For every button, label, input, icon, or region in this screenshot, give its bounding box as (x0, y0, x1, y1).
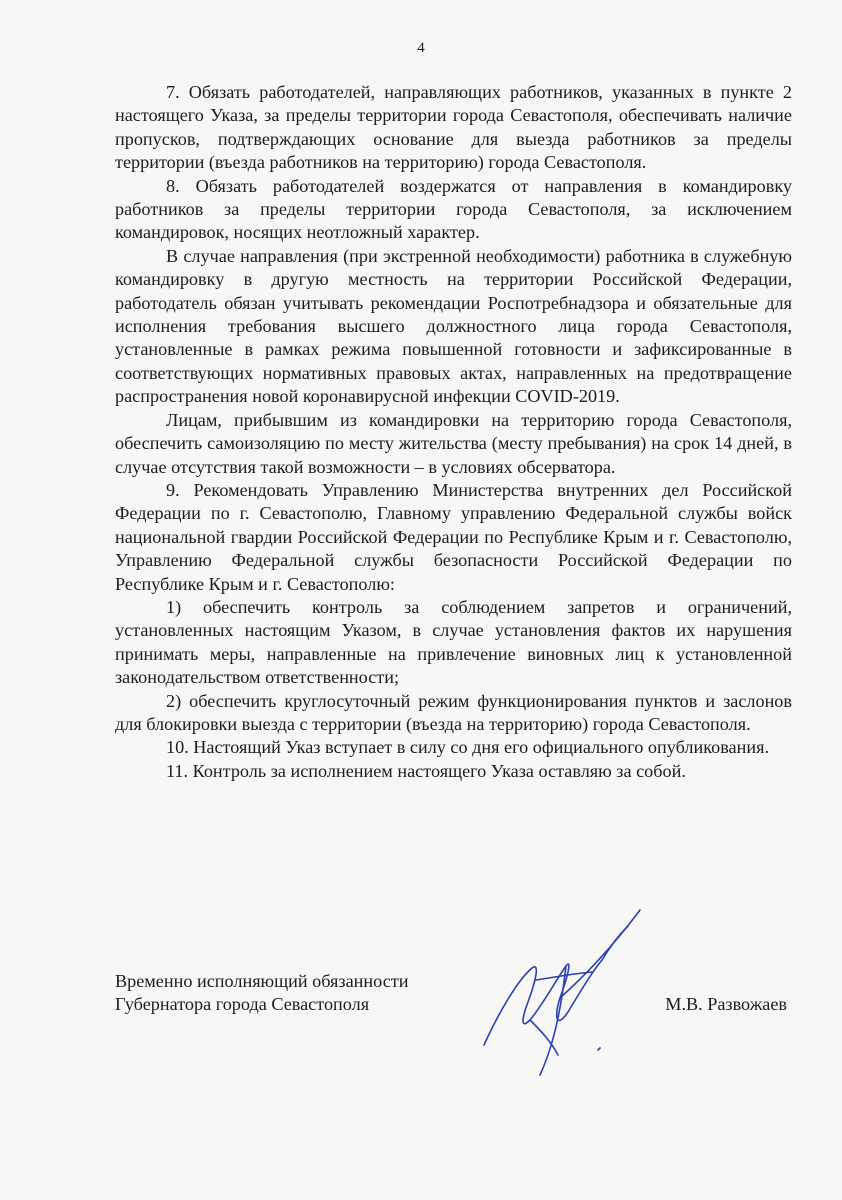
paragraph-business-trip: В случае направления (при экстренной необходимости) работника в служебную командировку в другую местность на территории Российской Федерации, работодатель обязан учитывать рекомендации Роспотребнадзора и обязательные для исполнения требования высшего должностного лица города Севастополя, установленные в рамках режима повышенной готовности и зафиксированные в соответствующих нормативных правовых актах, направленных на предотвращение распространения новой коронавирусной инфекции COVID-2019. (115, 245, 792, 407)
signatory-position-line1: Временно исполняющий обязанности (115, 971, 409, 991)
paragraph-item-8: 8. Обязать работодателей воздержатся от направления в командировку работников за пределы территории города Севастополя, за исключением командировок, носящих неотложный характер. (115, 175, 792, 243)
signatory-position-line2: Губернатора города Севастополя (115, 994, 370, 1015)
paragraph-item-10: 10. Настоящий Указ вступает в силу со дня его официального опубликования. (166, 737, 770, 758)
paragraph-self-isolation: Лицам, прибывшим из командировки на территорию города Севастополя, обеспечить самоизоляцию по месту жительства (месту пребывания) на срок 14 дней, в случае отсутствия такой возможности – в условиях обсерватора. (115, 409, 792, 477)
handwritten-signature (470, 880, 650, 1080)
paragraph-subitem-2: 2) обеспечить круглосуточный режим функционирования пунктов и заслонов для блокировки выезда с территории (въезда на территорию) города Севастополя. (115, 690, 792, 734)
document-body (115, 81, 792, 783)
signatory-position (115, 970, 408, 1017)
paragraph-item-11: 11. Контроль за исполнением настоящего Указа оставляю за собой. (166, 760, 686, 781)
paragraph-subitem-1: 1) обеспечить контроль за соблюдением запретов и ограничений, установленных настоящим Указом, в случае установления фактов их нарушения принимать меры, направленные на привлечение виновных лиц к установленной законодательством ответственности; (115, 596, 792, 688)
paragraph-item-9: 9. Рекомендовать Управлению Министерства внутренних дел Российской Федерации по г. Севастополю, Главному управлению Федеральной службы войск национальной гвардии Российской Федерации по Республике Крым и г. Севастополю, Управлению Федеральной службы безопасности Российской Федерации по Республике Крым и г. Севастополю: (115, 479, 792, 594)
signatory-name: М.В. Развожаев (665, 994, 787, 1014)
page-number: 4 (417, 40, 425, 56)
paragraph-item-7: 7. Обязать работодателей, направляющих работников, указанных в пункте 2 настоящего Указа, за пределы территории города Севастополя, обеспечивать наличие пропусков, подтверждающих основание для выезда работников за пределы территории (въезда работников на территорию) города Севастополя. (115, 82, 792, 173)
